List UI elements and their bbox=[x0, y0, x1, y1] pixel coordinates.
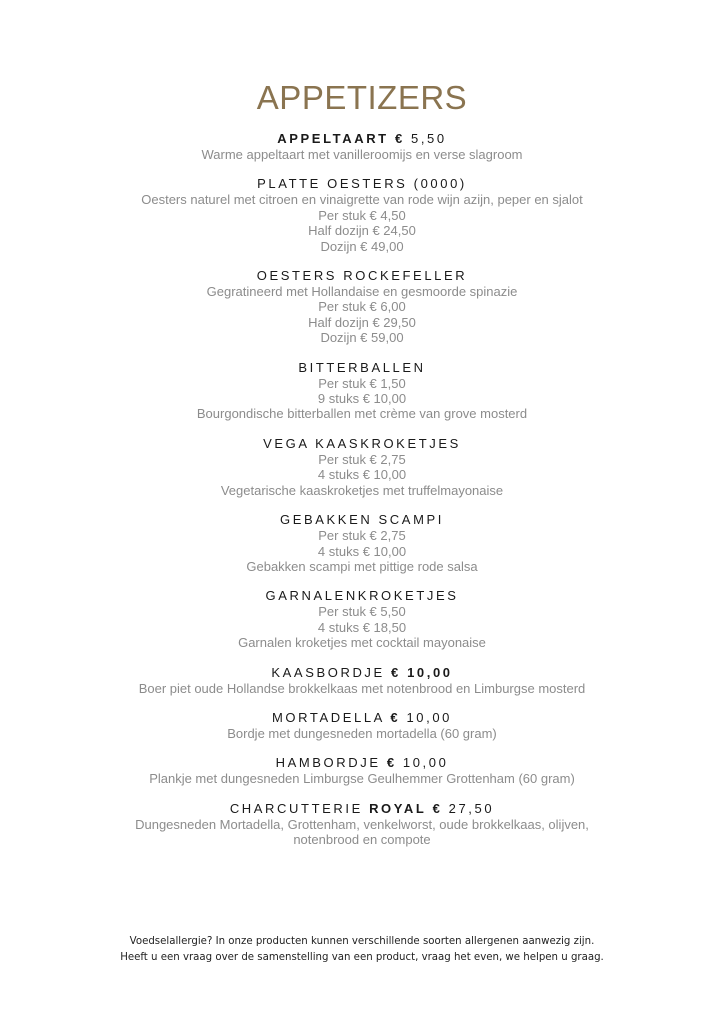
menu-item-mortadella bbox=[0, 710, 724, 741]
item-heading bbox=[0, 131, 724, 147]
item-price-line: 4 stuks € 10,00 bbox=[317, 543, 407, 559]
item-description: Vegetarische kaaskroketjes met truffelmayonaise bbox=[220, 482, 504, 498]
item-price-amount: 10,00 bbox=[396, 755, 449, 771]
item-heading bbox=[0, 665, 724, 681]
item-price-line: Half dozijn € 24,50 bbox=[308, 223, 416, 239]
allergy-notice-line: Voedselallergie? In onze producten kunnen verschillende soorten allergenen aanwezig zijn. bbox=[129, 936, 595, 947]
item-name: OESTERS ROCKEFELLER bbox=[256, 268, 468, 284]
item-price-symbol: € bbox=[386, 755, 397, 771]
item-name: GARNALENKROKETJES bbox=[265, 588, 459, 604]
item-price-line: 4 stuks € 18,50 bbox=[317, 619, 407, 635]
item-name: MORTADELLA bbox=[271, 709, 385, 725]
menu-item-bitterballen bbox=[0, 360, 724, 422]
item-price: € 10,00 bbox=[391, 664, 453, 680]
item-name: APPELTAART bbox=[277, 131, 389, 146]
menu-item-kaasbordje bbox=[0, 665, 724, 696]
item-price-symbol: € bbox=[394, 131, 405, 146]
item-name-part: CHARCUTTERIE bbox=[229, 800, 370, 816]
item-price-amount: 27,50 bbox=[442, 800, 495, 816]
item-description: Bourgondische bitterballen met crème van grove mosterd bbox=[196, 406, 528, 422]
item-price-line: 4 stuks € 10,00 bbox=[317, 467, 407, 483]
item-name: PLATTE OESTERS (0000) bbox=[257, 176, 467, 192]
item-name: VEGA KAASKROKETJES bbox=[263, 435, 461, 451]
item-price bbox=[390, 710, 452, 725]
menu-item-oesters-rockefeller bbox=[0, 268, 724, 346]
item-name: BITTERBALLEN bbox=[298, 359, 426, 375]
item-description: Warme appeltaart met vanilleroomijs en verse slagroom bbox=[201, 147, 523, 162]
item-name: KAASBORDJE bbox=[271, 664, 385, 680]
menu-item-platte-oesters bbox=[0, 176, 724, 254]
item-name: GEBAKKEN SCAMPI bbox=[280, 512, 444, 528]
page-title: APPETIZERS bbox=[256, 79, 468, 116]
menu-item-vega-kaaskroketjes bbox=[0, 436, 724, 498]
menu-item-appeltaart bbox=[0, 131, 724, 162]
item-price-symbol: € bbox=[432, 800, 443, 816]
item-heading bbox=[0, 710, 724, 726]
item-price: 5,50 bbox=[411, 131, 447, 146]
menu-item-hambordje bbox=[0, 755, 724, 786]
item-price-line: 9 stuks € 10,00 bbox=[317, 391, 407, 407]
item-name: HAMBORDJE bbox=[275, 755, 381, 771]
allergy-notice-line: Heeft u een vraag over de samenstelling van een product, vraag het even, we helpen u graag. bbox=[120, 952, 604, 963]
item-description: notenbrood en compote bbox=[293, 832, 431, 848]
item-name bbox=[230, 801, 427, 816]
item-description: Plankje met dungesneden Limburgse Geulhemmer Grottenham (60 gram) bbox=[149, 771, 575, 787]
item-price-line: Per stuk € 5,50 bbox=[318, 604, 406, 620]
item-description: Oesters naturel met citroen en vinaigrette van rode wijn azijn, peper en sjalot bbox=[141, 192, 583, 208]
item-price-line: Dozijn € 49,00 bbox=[320, 238, 404, 254]
item-price-amount: 10,00 bbox=[400, 709, 453, 725]
item-price-symbol: € bbox=[390, 709, 401, 725]
menu-item-charcutterie-royal bbox=[0, 801, 724, 848]
menu-item-gebakken-scampi bbox=[0, 512, 724, 574]
item-heading bbox=[0, 755, 724, 771]
item-price-line: Per stuk € 6,00 bbox=[318, 299, 406, 315]
item-heading bbox=[0, 801, 724, 817]
item-description: Boer piet oude Hollandse brokkelkaas met notenbrood en Limburgse mosterd bbox=[138, 680, 586, 696]
item-price-line: Per stuk € 2,75 bbox=[318, 528, 406, 544]
item-price-line: Per stuk € 2,75 bbox=[318, 451, 406, 467]
allergy-notice bbox=[0, 934, 724, 966]
item-price bbox=[387, 755, 449, 770]
item-description: Gegratineerd met Hollandaise en gesmoorde spinazie bbox=[206, 284, 518, 300]
item-price bbox=[433, 801, 495, 816]
item-description: Garnalen kroketjes met cocktail mayonaise bbox=[238, 635, 486, 651]
item-description: Bordje met dungesneden mortadella (60 gram) bbox=[227, 725, 497, 741]
item-price-line: Per stuk € 4,50 bbox=[318, 207, 406, 223]
menu-item-garnalenkroketjes bbox=[0, 588, 724, 650]
item-price-line: Per stuk € 1,50 bbox=[318, 375, 406, 391]
item-description: Gebakken scampi met pittige rode salsa bbox=[246, 558, 478, 574]
item-description: Dungesneden Mortadella, Grottenham, venkelworst, oude brokkelkaas, olijven, bbox=[135, 816, 589, 832]
menu-list bbox=[0, 131, 724, 862]
item-price-line: Dozijn € 59,00 bbox=[320, 330, 404, 346]
item-price-line: Half dozijn € 29,50 bbox=[308, 314, 416, 330]
item-name-part: ROYAL bbox=[369, 800, 427, 816]
